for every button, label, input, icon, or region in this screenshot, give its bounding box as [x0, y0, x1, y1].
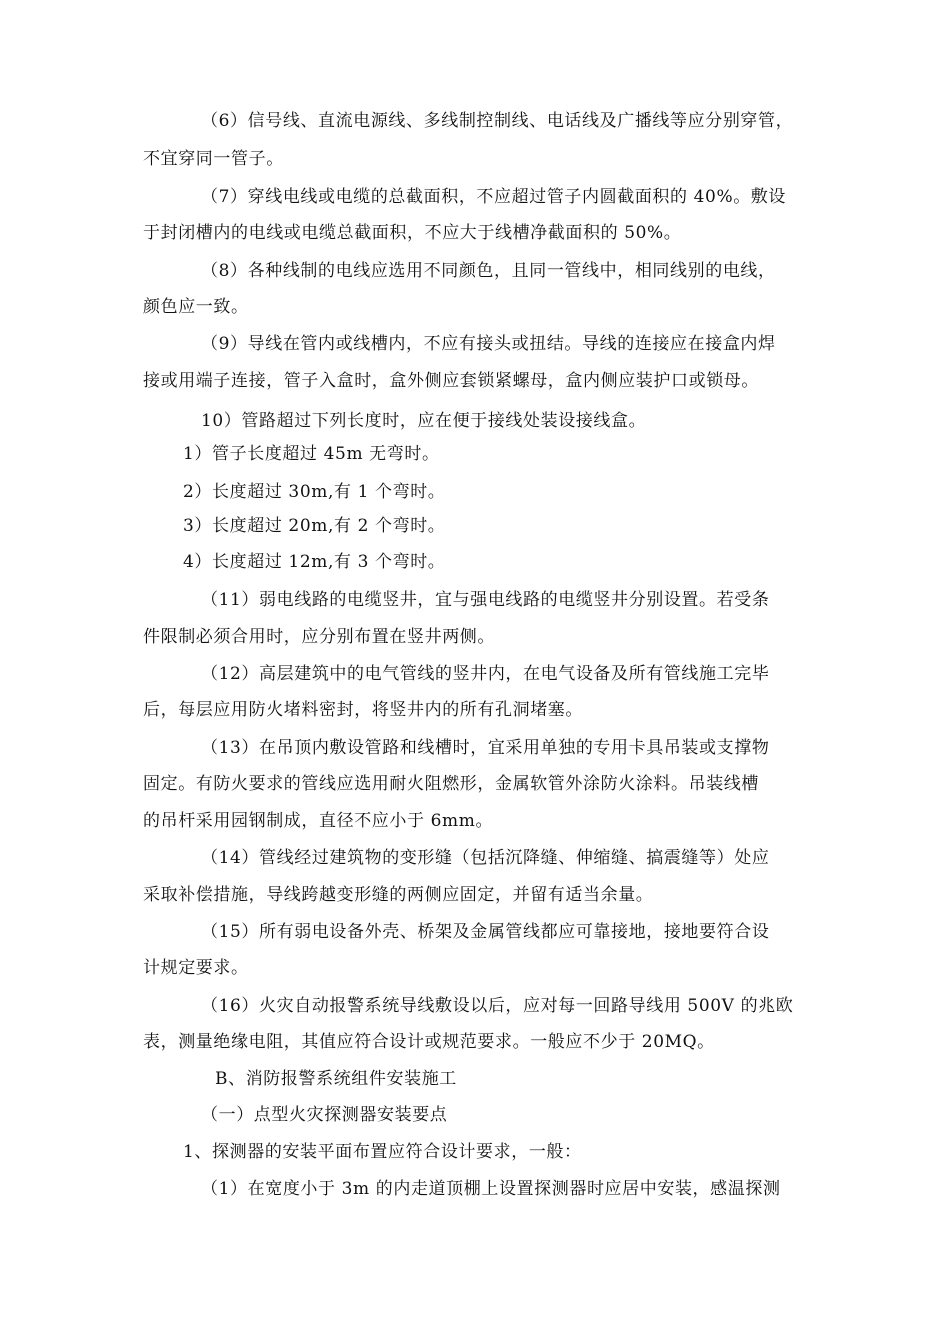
paragraph-14-line-1: （14）管线经过建筑物的变形缝（包括沉降缝、伸缩缝、搞震缝等）处应 — [201, 848, 770, 868]
paragraph-12-line-2: 后，每层应用防火堵料密封，将竖井内的所有孔洞堵塞。 — [143, 700, 583, 720]
list-item-2: 2）长度超过 30m,有 1 个弯时。 — [183, 482, 446, 502]
list-item-4: 4）长度超过 12m,有 3 个弯时。 — [183, 552, 446, 572]
paragraph-8-line-2: 颜色应一致。 — [143, 297, 249, 317]
paragraph-15-line-2: 计规定要求。 — [143, 958, 249, 978]
paragraph-16-line-2: 表，测量绝缘电阻，其值应符合设计或规范要求。一般应不少于 20MQ。 — [143, 1032, 715, 1052]
paragraph-6-line-2: 不宜穿同一管子。 — [143, 149, 284, 169]
list-item-1: 1）管子长度超过 45m 无弯时。 — [183, 444, 440, 464]
section-b-heading: B、消防报警系统组件安装施工 — [215, 1069, 457, 1089]
list-item-3: 3）长度超过 20m,有 2 个弯时。 — [183, 516, 446, 536]
item-1-heading: 1、探测器的安装平面布置应符合设计要求，一般： — [183, 1142, 582, 1162]
paragraph-10-line-1: 10）管路超过下列长度时，应在便于接线处装设接线盒。 — [201, 411, 647, 431]
subsection-1-heading: （一）点型火灾探测器安装要点 — [201, 1105, 448, 1125]
paragraph-13-line-3: 的吊杆采用园钢制成，直径不应小于 6mm。 — [143, 811, 494, 831]
paragraph-9-line-2: 接或用端子连接，管子入盒时，盒外侧应套锁紧螺母，盒内侧应装护口或锁母。 — [143, 371, 759, 391]
paragraph-13-line-1: （13）在吊顶内敷设管路和线槽时，宜采用单独的专用卡具吊装或支撑物 — [201, 738, 770, 758]
paragraph-8-line-1: （8）各种线制的电线应选用不同颜色，且同一管线中，相同线别的电线， — [201, 261, 776, 281]
paragraph-16-line-1: （16）火灾自动报警系统导线敷设以后，应对每一回路导线用 500V 的兆欧 — [201, 996, 794, 1016]
paragraph-12-line-1: （12）高层建筑中的电气管线的竖井内，在电气设备及所有管线施工完毕 — [201, 664, 770, 684]
paragraph-11-line-2: 件限制必须合用时，应分别布置在竖井两侧。 — [143, 627, 495, 647]
paragraph-15-line-1: （15）所有弱电设备外壳、桥架及金属管线都应可靠接地，接地要符合设 — [201, 922, 770, 942]
paragraph-11-line-1: （11）弱电线路的电缆竖井，宜与强电线路的电缆竖井分别设置。若受条 — [201, 590, 770, 610]
paragraph-6-line-1: （6）信号线、直流电源线、多线制控制线、电话线及广播线等应分别穿管， — [201, 111, 794, 131]
paragraph-9-line-1: （9）导线在管内或线槽内，不应有接头或扭结。导线的连接应在接盒内焊 — [201, 334, 776, 354]
paragraph-7-line-2: 于封闭槽内的电线或电缆总截面积，不应大于线槽净截面积的 50%。 — [143, 223, 682, 243]
paragraph-14-line-2: 采取补偿措施，导线跨越变形缝的两侧应固定，并留有适当余量。 — [143, 885, 654, 905]
paragraph-7-line-1: （7）穿线电线或电缆的总截面积，不应超过管子内圆截面积的 40%。敷设 — [201, 187, 787, 207]
item-1-1-line-1: （1）在宽度小于 3m 的内走道顶棚上设置探测器时应居中安装，感温探测 — [201, 1179, 781, 1199]
paragraph-13-line-2: 固定。有防火要求的管线应选用耐火阻燃形，金属软管外涂防火涂料。吊装线槽 — [143, 774, 759, 794]
